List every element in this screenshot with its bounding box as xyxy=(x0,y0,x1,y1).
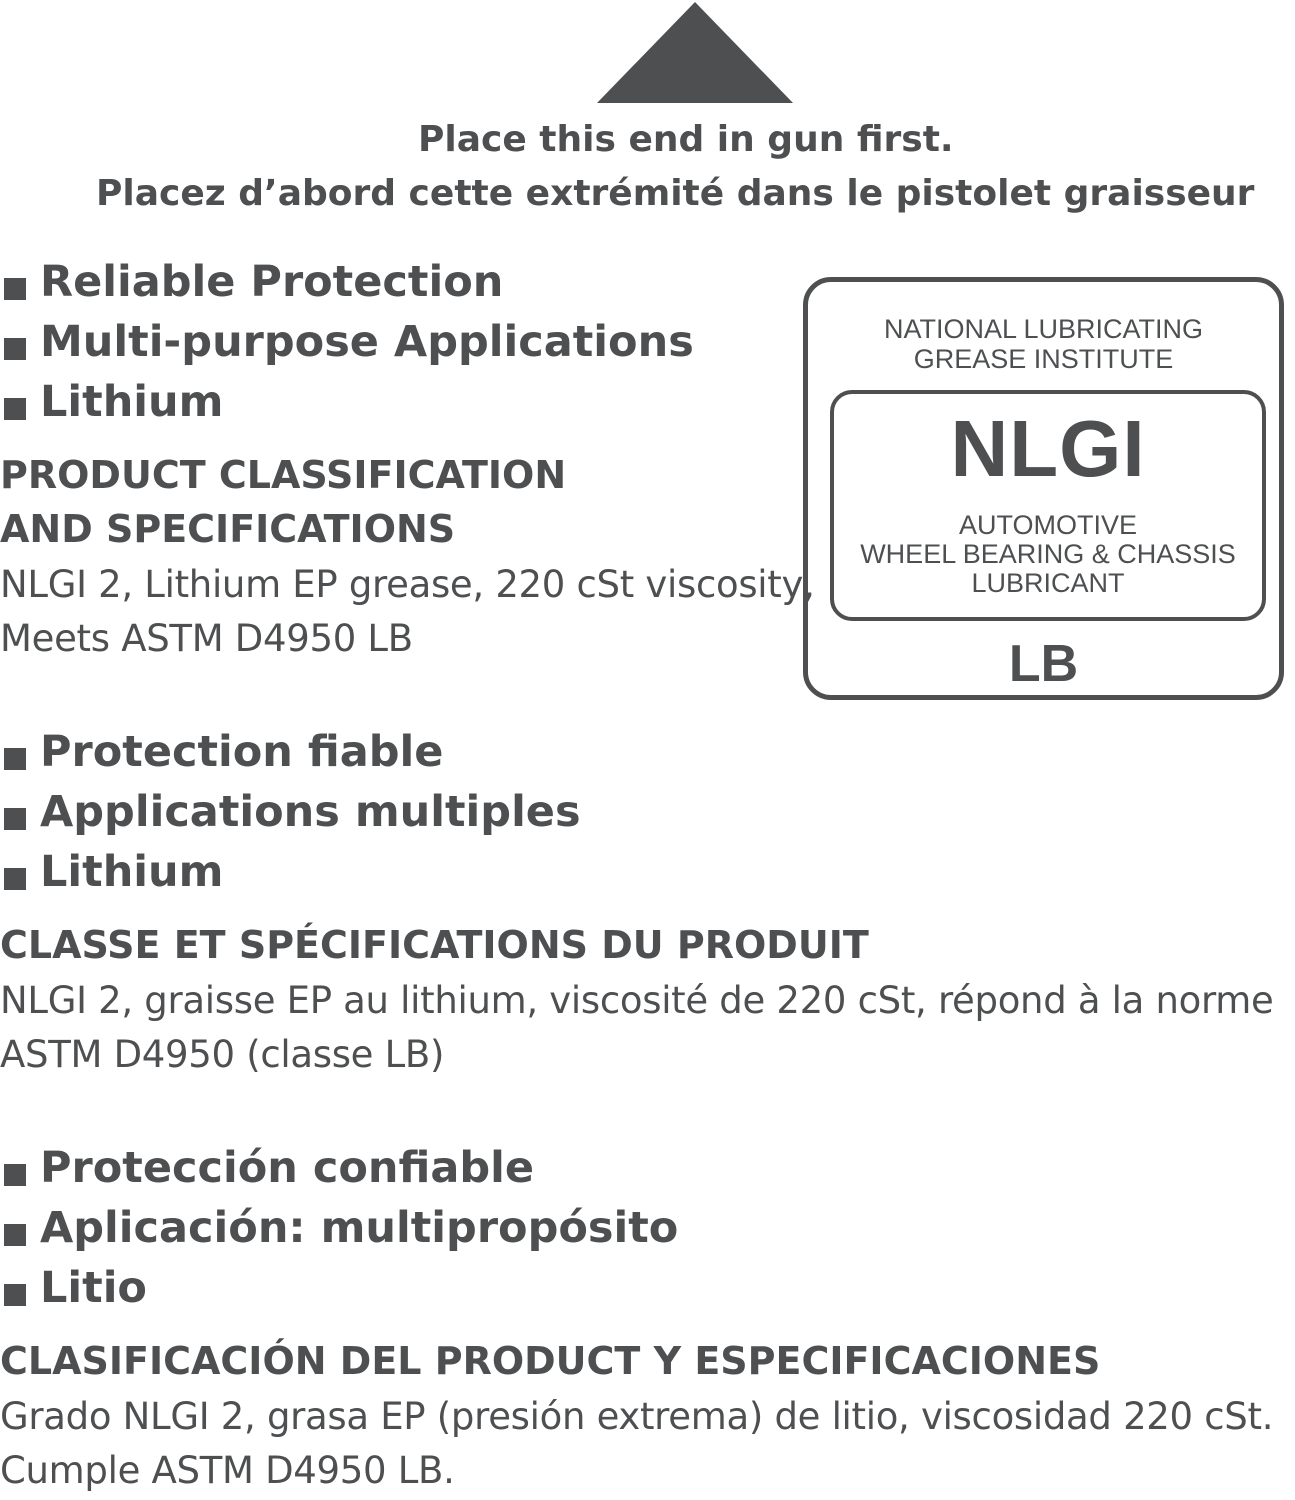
classification-heading-spanish: CLASIFICACIÓN DEL PRODUCT Y ESPECIFICACIONES xyxy=(0,1339,1101,1383)
feature-item xyxy=(0,722,581,782)
feature-item xyxy=(0,1138,678,1198)
bullet-square-icon xyxy=(4,748,26,770)
feature-item xyxy=(0,312,694,372)
spec-text-french-line1: NLGI 2, graisse EP au lithium, viscosité de 220 cSt, répond à la norme xyxy=(0,979,1274,1022)
spec-text-english-line1: NLGI 2, Lithium EP grease, 220 cSt viscosity, xyxy=(0,563,815,606)
bullet-square-icon xyxy=(4,1164,26,1186)
feature-list-spanish xyxy=(0,1138,678,1318)
bullet-square-icon xyxy=(4,398,26,420)
nlgi-certification-badge xyxy=(803,277,1284,700)
feature-text: Lithium xyxy=(40,377,224,427)
feature-item xyxy=(0,1258,678,1318)
feature-text: Reliable Protection xyxy=(40,257,504,307)
bullet-square-icon xyxy=(4,278,26,300)
bullet-square-icon xyxy=(4,868,26,890)
feature-text: Applications multiples xyxy=(40,787,581,837)
classification-heading-english-line1: PRODUCT CLASSIFICATION xyxy=(0,453,567,497)
bullet-square-icon xyxy=(4,808,26,830)
feature-text: Protection fiable xyxy=(40,727,444,777)
feature-item xyxy=(0,842,581,902)
classification-heading-french: CLASSE ET SPÉCIFICATIONS DU PRODUIT xyxy=(0,923,869,967)
spec-text-french-line2: ASTM D4950 (classe LB) xyxy=(0,1033,445,1076)
feature-list-french xyxy=(0,722,581,902)
feature-text: Protección confiable xyxy=(40,1143,535,1193)
bullet-square-icon xyxy=(4,338,26,360)
feature-item xyxy=(0,372,694,432)
feature-text: Multi-purpose Applications xyxy=(40,317,694,367)
feature-item xyxy=(0,782,581,842)
bullet-square-icon xyxy=(4,1284,26,1306)
badge-description: AUTOMOTIVE WHEEL BEARING & CHASSIS LUBRICANT xyxy=(860,510,1236,598)
insert-direction-arrow-icon xyxy=(597,2,793,103)
classification-heading-english-line2: AND SPECIFICATIONS xyxy=(0,507,456,551)
badge-organization-name: NATIONAL LUBRICATING GREASE INSTITUTE xyxy=(883,314,1204,374)
bullet-square-icon xyxy=(4,1224,26,1246)
feature-list-english xyxy=(0,252,694,432)
feature-item xyxy=(0,252,694,312)
badge-inner-panel xyxy=(830,390,1266,621)
spec-text-spanish-line2: Cumple ASTM D4950 LB. xyxy=(0,1449,455,1492)
feature-text: Lithium xyxy=(40,847,224,897)
spec-text-english-line2: Meets ASTM D4950 LB xyxy=(0,617,413,660)
badge-nlgi-mark: NLGI xyxy=(950,404,1146,493)
instruction-english: Place this end in gun first. xyxy=(418,119,954,160)
feature-item xyxy=(0,1198,678,1258)
badge-category-code: LB xyxy=(1008,635,1079,693)
feature-text: Aplicación: multipropósito xyxy=(40,1203,679,1253)
spec-text-spanish-line1: Grado NLGI 2, grasa EP (presión extrema) de litio, viscosidad 220 cSt. xyxy=(0,1395,1274,1438)
feature-text: Litio xyxy=(40,1263,147,1313)
instruction-french: Placez d’abord cette extrémité dans le pistolet graisseur xyxy=(96,173,1255,214)
